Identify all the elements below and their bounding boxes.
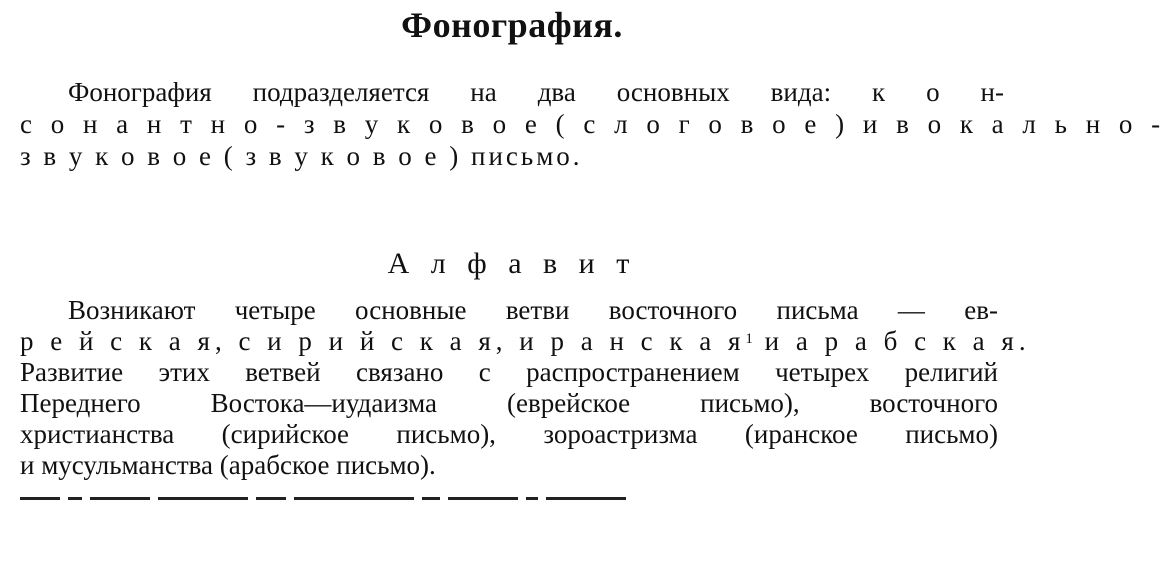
paragraph-alphabet [20, 295, 1031, 481]
cropped-text-fragment [20, 497, 1000, 505]
paragraph-line [20, 326, 1031, 357]
paragraph-line: христианства (сирийское письмо), зороастризма (иранское письмо) [20, 419, 998, 449]
paragraph-phonography [20, 76, 1166, 172]
section-heading-alphabet: А л ф а в и т [387, 247, 637, 280]
paragraph-line: с о н а н т н о - з в у к о в о е ( с л о г о в о е ) и в о к а л ь н о - [20, 109, 1166, 139]
paragraph-line: Фонография подразделяется на два основных вида: к о н- [68, 77, 1004, 107]
paragraph-line: и мусульманства (арабское письмо). [20, 450, 436, 480]
paragraph-line-part: и а р а б с к а я. [752, 326, 1031, 356]
paragraph-line: Развитие этих ветвей связано с распространением четырех религий [20, 357, 998, 387]
footnote-marker: 1 [745, 331, 753, 347]
paragraph-line: Возникают четыре основные ветви восточного письма — ев- [68, 295, 998, 325]
paragraph-line: Переднего Востока—иудаизма (еврейское письмо), восточного [20, 388, 998, 418]
paragraph-line-part: р е й с к а я, с и р и й с к а я, и р а н с к а я [20, 326, 746, 356]
page-title: Фонография. [401, 5, 623, 45]
paragraph-line: з в у к о в о е ( з в у к о в о е ) письмо. [20, 141, 583, 171]
